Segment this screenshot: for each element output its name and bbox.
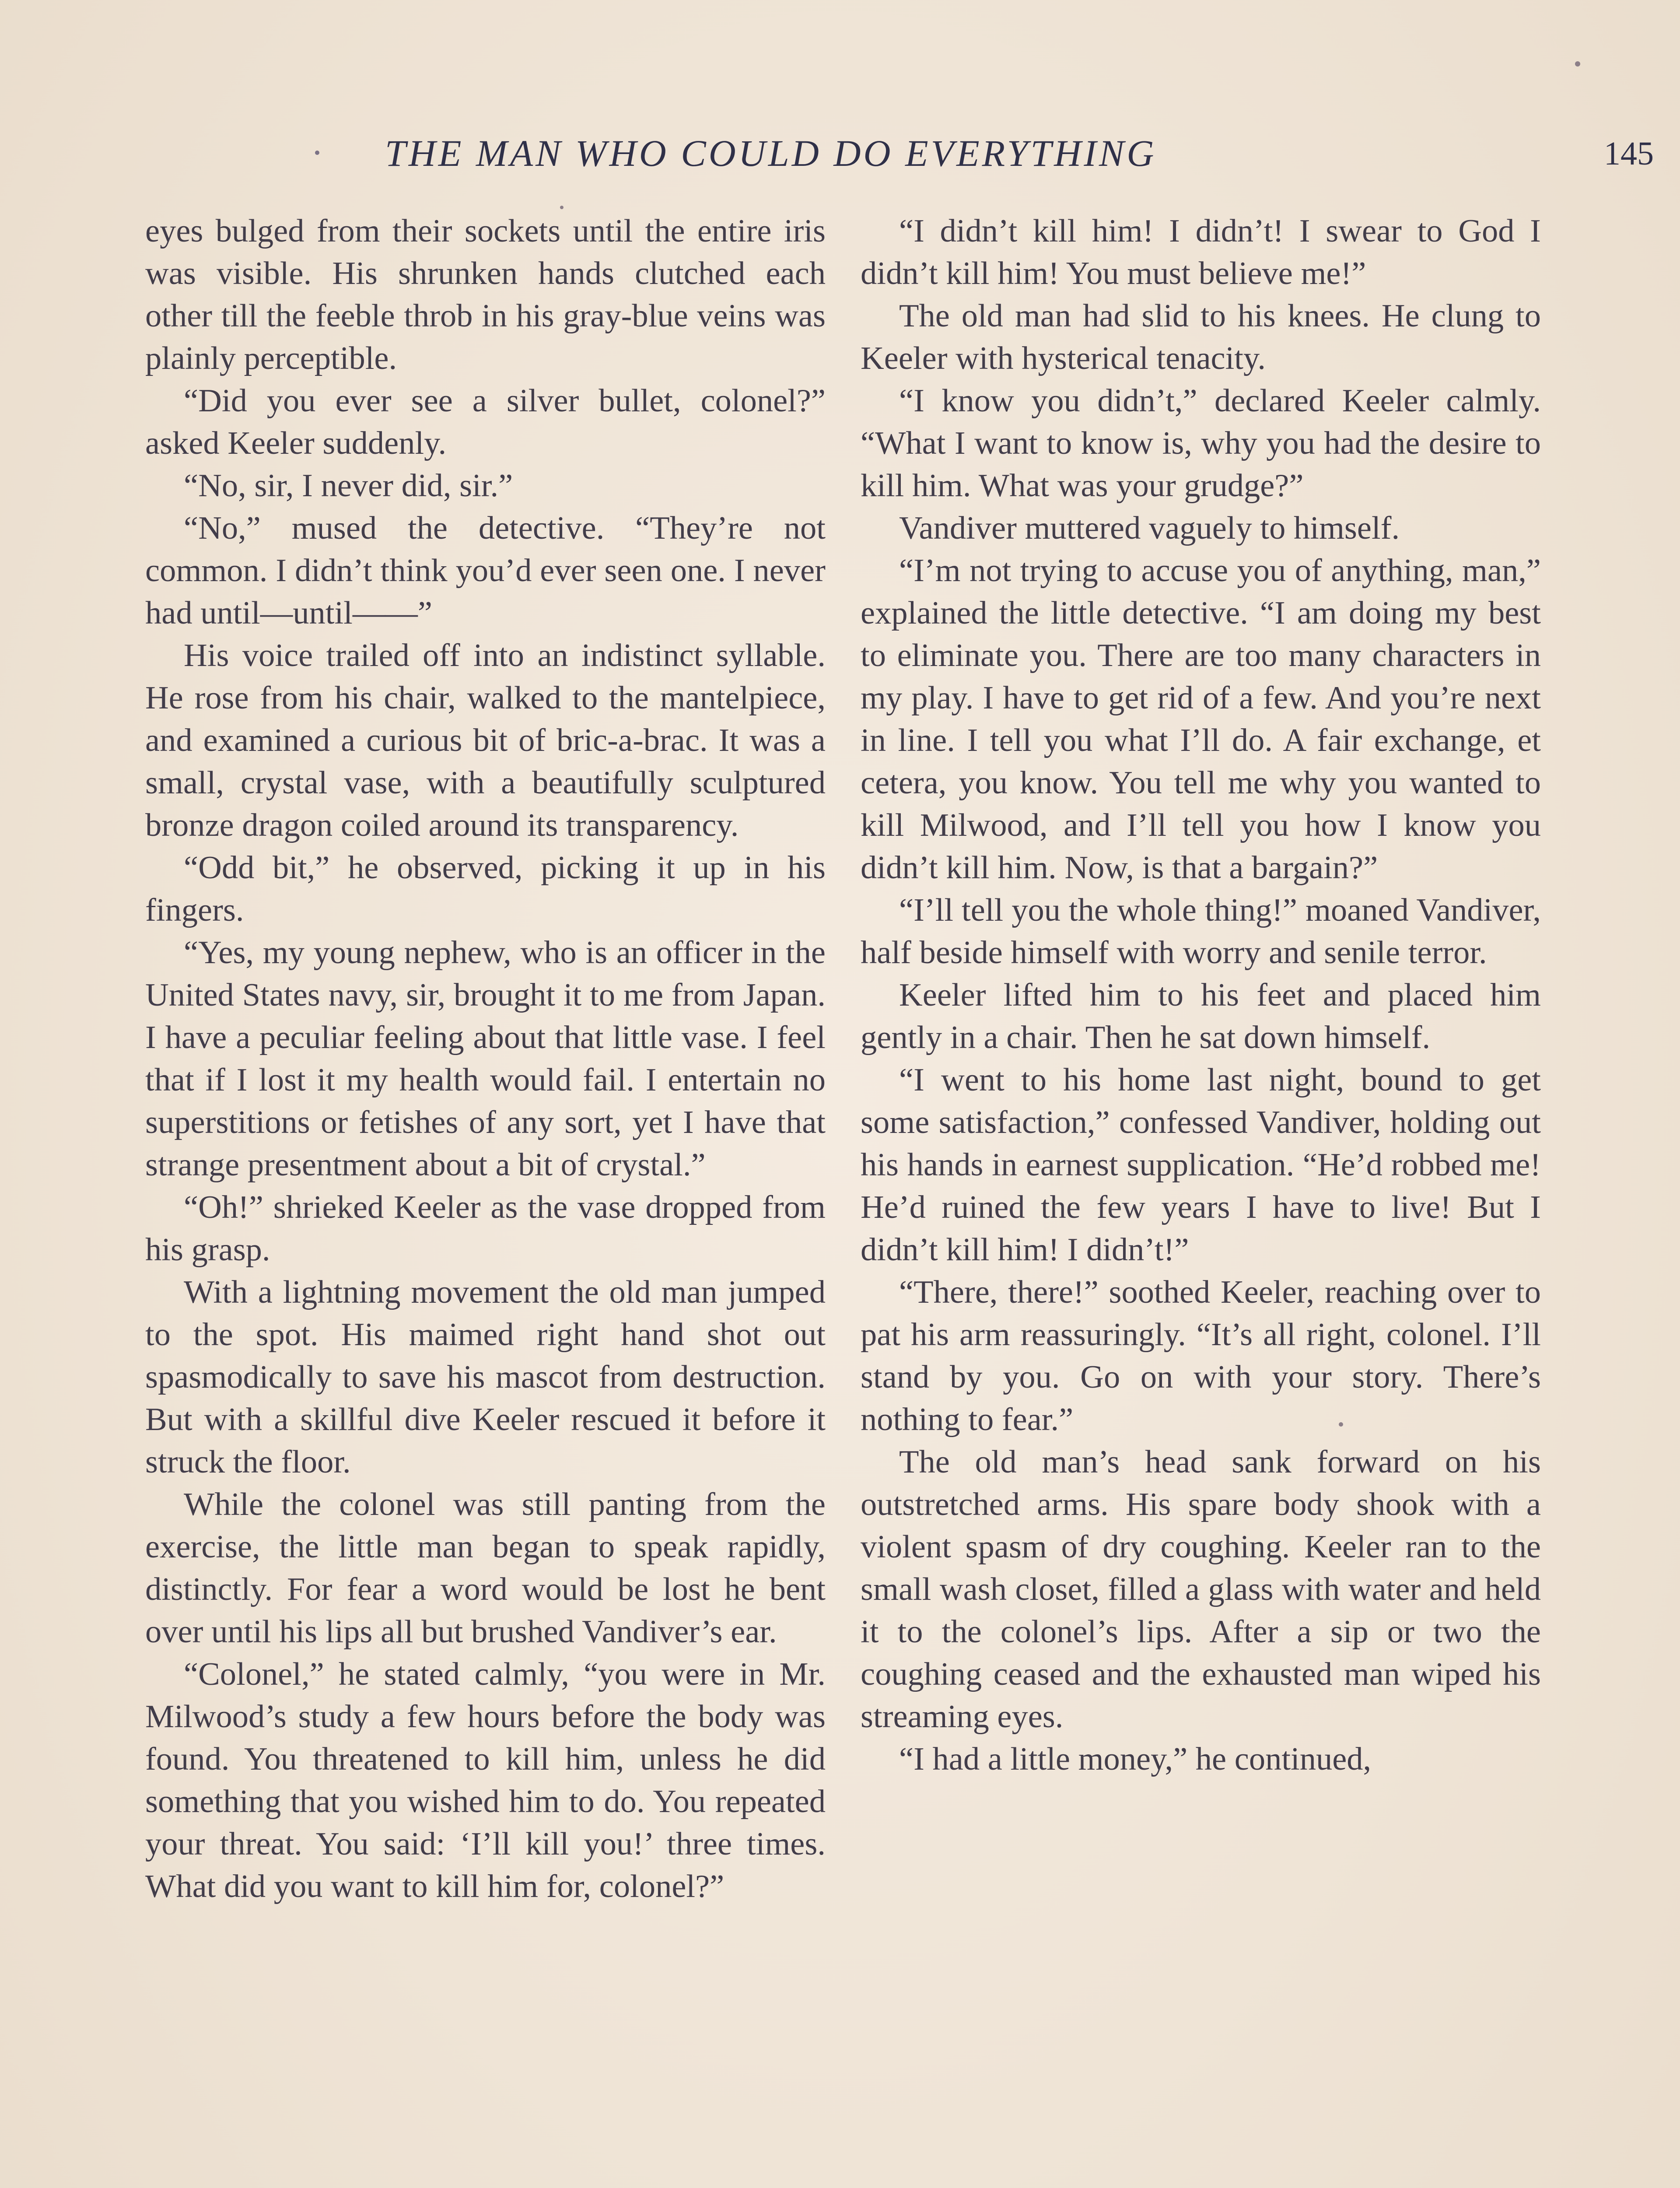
paragraph: “I know you didn’t,” declared Keeler calmly. “What I want to know is, why you had the desire to kill him. What was your grudge?” <box>861 383 1541 504</box>
paragraph: “No,” mused the detective. “They’re not common. I didn’t think you’d ever seen one. I never had until—until——” <box>145 510 826 631</box>
paragraph: “Did you ever see a silver bullet, colonel?” asked Keeler suddenly. <box>145 383 826 461</box>
paragraph: “I went to his home last night, bound to get some satisfaction,” confessed Vandiver, holding out his hands in earnest supplication. “He’d robbed me! He’d ruined the few years I have to live! But I didn’t kill him! I didn’t!” <box>861 1062 1541 1268</box>
paragraph: eyes bulged from their sockets until the entire iris was visible. His shrunken hands clutched each other till the feeble throb in his gray-blue veins was plainly perceptible. <box>145 213 826 376</box>
paragraph: “Yes, my young nephew, who is an officer in the United States navy, sir, brought it to me from Japan. I have a peculiar feeling about that little vase. I feel that if I lost it my health would fail. I entertain no superstitions or fetishes of any sort, yet I have that strange presentment about a bit of crystal.” <box>145 935 826 1183</box>
page-header <box>385 131 1654 193</box>
paragraph: Keeler lifted him to his feet and placed him gently in a chair. Then he sat down himself. <box>861 977 1541 1055</box>
paragraph: “I’m not trying to accuse you of anything, man,” explained the little detective. “I am doing my best to eliminate you. There are too many characters in my play. I have to get rid of a few. And you’re next in line. I tell you what I’ll do. A fair exchange, et cetera, you know. You tell me why you wanted to kill Milwood, and I’ll tell you how I know you didn’t kill him. Now, is that a bargain?” <box>861 553 1541 886</box>
paragraph: “Oh!” shrieked Keeler as the vase dropped from his grasp. <box>145 1189 826 1268</box>
ink-speck <box>1575 61 1580 67</box>
paragraph: “I had a little money,” he continued, <box>899 1741 1372 1777</box>
ink-speck <box>315 151 319 155</box>
paragraph: His voice trailed off into an indistinct syllable. He rose from his chair, walked to the mantelpiece, and examined a curious bit of bric-a-brac. It was a small, crystal vase, with a beautifully sculptured bronze dragon coiled around its transparency. <box>145 638 826 843</box>
paragraph: “No, sir, I never did, sir.” <box>184 468 513 504</box>
page-number: 145 <box>1604 135 1654 172</box>
ink-speck <box>1339 1422 1343 1427</box>
paragraph: The old man’s head sank forward on his outstretched arms. His spare body shook with a violent spasm of dry coughing. Keeler ran to the small wash closet, filled a glass with water and held it to the colonel’s lips. After a sip or two the coughing ceased and the exhausted man wiped his streaming eyes. <box>861 1444 1541 1735</box>
paragraph: “I’ll tell you the whole thing!” moaned Vandiver, half beside himself with worry and senile terror. <box>861 892 1541 971</box>
paragraph: “I didn’t kill him! I didn’t! I swear to God I didn’t kill him! You must believe me!” <box>861 213 1541 291</box>
paragraph: “There, there!” soothed Keeler, reaching over to pat his arm reassuringly. “It’s all right, colonel. I’ll stand by you. Go on with your story. There’s nothing to fear.” <box>861 1274 1541 1438</box>
paragraph: The old man had slid to his knees. He clung to Keeler with hysterical tenacity. <box>861 298 1541 376</box>
paragraph: “Odd bit,” he observed, picking it up in his fingers. <box>145 850 826 928</box>
paragraph: Vandiver muttered vaguely to himself. <box>899 510 1400 546</box>
paragraph: “Colonel,” he stated calmly, “you were in Mr. Milwood’s study a few hours before the body was found. You threatened to kill him, unless he did something that you wished him to do. You repeated your threat. You said: ‘I’ll kill you!’ three times. What did you want to kill him for, colonel?” <box>145 1656 826 1904</box>
right-column <box>861 210 1541 1781</box>
left-column <box>145 210 826 1908</box>
paragraph: While the colonel was still panting from the exercise, the little man began to speak rapidly, distinctly. For fear a word would be lost he bent over until his lips all but brushed Vandiver’s ear. <box>145 1487 826 1650</box>
paragraph: With a lightning movement the old man jumped to the spot. His maimed right hand shot out spasmodically to save his mascot from destruction. But with a skillful dive Keeler rescued it before it struck the floor. <box>145 1274 826 1480</box>
ink-speck <box>560 206 564 209</box>
running-title: THE MAN WHO COULD DO EVERYTHING <box>385 132 1157 174</box>
